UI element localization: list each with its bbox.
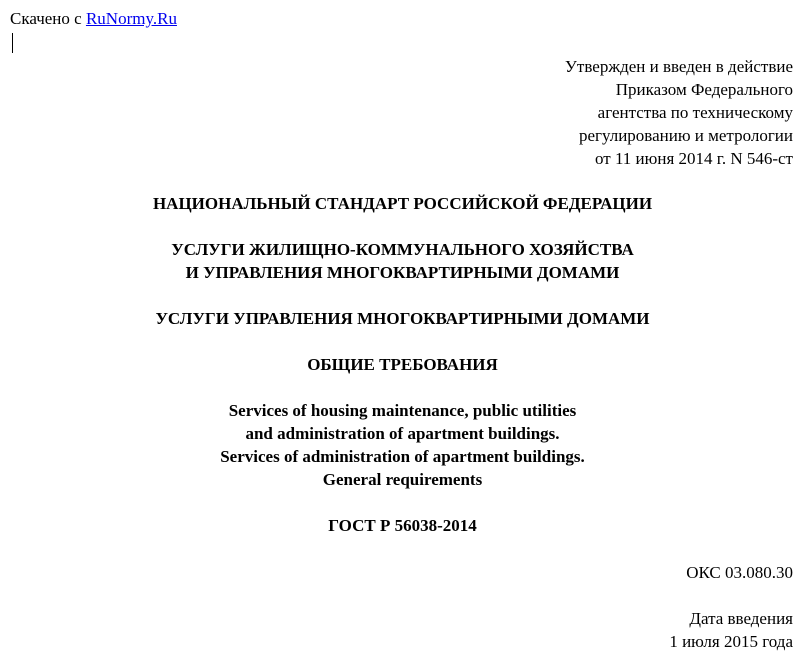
approval-line: регулированию и метрологии	[578, 126, 793, 145]
approval-line: агентства по техническому	[597, 103, 793, 122]
title-sub: ОБЩИЕ ТРЕБОВАНИЯ	[307, 355, 498, 374]
title-sub-heading	[0, 353, 799, 376]
source-line	[10, 8, 177, 30]
approval-block	[565, 55, 793, 170]
text-cursor	[12, 33, 13, 53]
gost-number-heading	[0, 514, 799, 537]
title-main: УСЛУГИ УПРАВЛЕНИЯ МНОГОКВАРТИРНЫМИ ДОМАМИ	[155, 309, 650, 328]
oks-value: ОКС 03.080.30	[686, 563, 793, 582]
intro-date-value: 1 июля 2015 года	[669, 632, 793, 651]
source-prefix: Скачено с	[10, 9, 86, 28]
approval-line: Утвержден и введен в действие	[564, 57, 793, 76]
intro-date-block	[669, 607, 793, 653]
runormy-link[interactable]: RuNormy.Ru	[85, 9, 177, 28]
english-title-line: General requirements	[322, 470, 483, 489]
gost-number: ГОСТ Р 56038-2014	[328, 516, 477, 535]
standard-type: НАЦИОНАЛЬНЫЙ СТАНДАРТ РОССИЙСКОЙ ФЕДЕРАЦИИ	[152, 194, 653, 213]
title-group-heading	[0, 238, 799, 284]
title-main-heading	[0, 307, 799, 330]
approval-line: Приказом Федерального	[615, 80, 793, 99]
english-title-line: and administration of apartment buildings.	[245, 424, 560, 443]
title-group-line: И УПРАВЛЕНИЯ МНОГОКВАРТИРНЫМИ ДОМАМИ	[185, 263, 620, 282]
english-title-line: Services of administration of apartment buildings.	[220, 447, 585, 466]
english-title	[0, 399, 799, 491]
title-group-line: УСЛУГИ ЖИЛИЩНО-КОММУНАЛЬНОГО ХОЗЯЙСТВА	[171, 240, 634, 259]
oks-code	[686, 561, 793, 584]
intro-date-label: Дата введения	[689, 609, 793, 628]
standard-type-heading	[0, 192, 799, 215]
english-title-line: Services of housing maintenance, public utilities	[228, 401, 577, 420]
approval-line: от 11 июня 2014 г. N 546-ст	[594, 149, 793, 168]
